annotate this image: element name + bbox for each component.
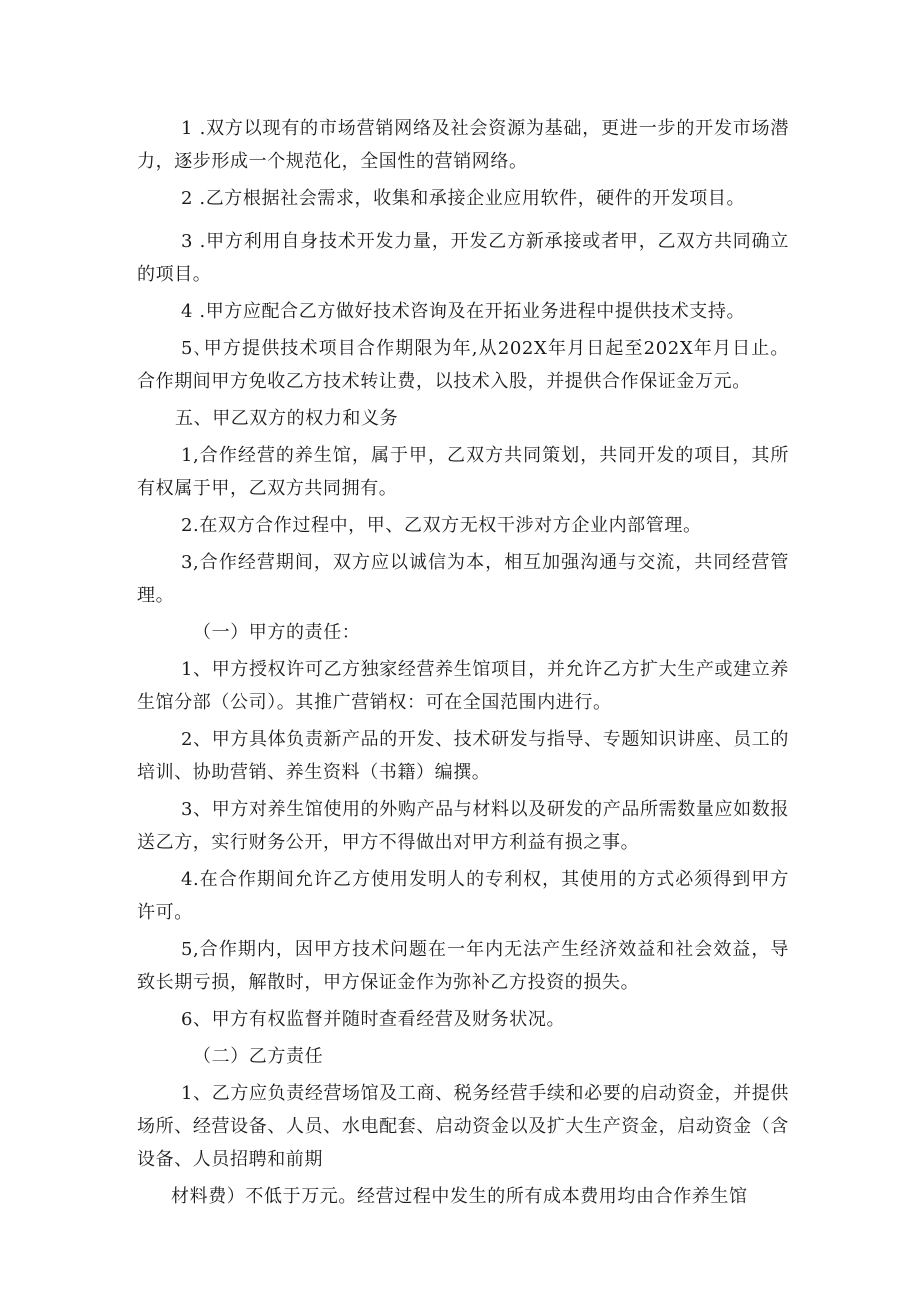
paragraph-rights-3: 3,合作经营期间，双方应以诚信为本，相互加强沟通与交流，共同经营管理。 xyxy=(137,552,789,606)
paragraph-4: 4 .甲方应配合乙方做好技术咨询及在开拓业务进程中提供技术支持。 xyxy=(181,301,746,322)
paragraph-3: 3 .甲方利用自身技术开发力量，开发乙方新承接或者甲，乙双方共同确立的项目。 xyxy=(137,231,789,285)
paragraph-party-a-5: 5,合作期内，因甲方技术问题在一年内无法产生经济效益和社会效益，导致长期亏损，解散时，甲方保证金作为弥补乙方投资的损失。 xyxy=(137,939,789,993)
document-body xyxy=(137,112,789,1217)
paragraph-1: 1 .双方以现有的市场营销网络及社会资源为基础，更进一步的开发市场潜力，逐步形成一个规范化，全国性的营销网络。 xyxy=(137,118,789,172)
subheading-party-a-responsibility: （一）甲方的责任： xyxy=(193,622,361,643)
paragraph-party-a-6: 6、甲方有权监督并随时查看经营及财务状况。 xyxy=(181,1009,566,1030)
subheading-party-b-responsibility: （二）乙方责任 xyxy=(193,1046,324,1067)
paragraph-rights-1: 1,合作经营的养生馆，属于甲，乙双方共同策划，共同开发的项目，其所有权属于甲，乙双方共同拥有。 xyxy=(137,445,789,499)
paragraph-rights-2: 2.在双方合作过程中，甲、乙双方无权干涉对方企业内部管理。 xyxy=(181,515,702,536)
paragraph-party-a-3: 3、甲方对养生馆使用的外购产品与材料以及研发的产品所需数量应如数报送乙方，实行财务公开，甲方不得做出对甲方利益有损之事。 xyxy=(137,799,789,853)
paragraph-party-a-1: 1、甲方授权许可乙方独家经营养生馆项目，并允许乙方扩大生产或建立养生馆分部（公司）。其推广营销权：可在全国范围内进行。 xyxy=(137,659,789,713)
paragraph-party-a-2: 2、甲方具体负责新产品的开发、技术研发与指导、专题知识讲座、员工的培训、协助营销、养生资料（书籍）编撰。 xyxy=(137,729,789,783)
paragraph-party-b-1-continued: 材料费）不低于万元。经营过程中发生的所有成本费用均由合作养生馆 xyxy=(171,1186,748,1207)
paragraph-5: 5､甲方提供技术项目合作期限为年,从202X年月日起至202X年月日止。合作期间甲方免收乙方技术转让费，以技术入股，并提供合作保证金万元。 xyxy=(137,338,789,392)
paragraph-party-b-1: 1、乙方应负责经营场馆及工商、税务经营手续和必要的启动资金，并提供场所、经营设备、人员、水电配套、启动资金以及扩大生产资金，启动资金（含设备、人员招聘和前期 xyxy=(137,1083,789,1170)
section-heading-rights-obligations: 五、甲乙双方的权力和义务 xyxy=(175,408,399,429)
paragraph-2: 2 .乙方根据社会需求，收集和承接企业应用软件，硬件的开发项目。 xyxy=(181,188,746,209)
paragraph-party-a-4: 4.在合作期间允许乙方使用发明人的专利权，其使用的方式必须得到甲方许可。 xyxy=(137,869,789,923)
